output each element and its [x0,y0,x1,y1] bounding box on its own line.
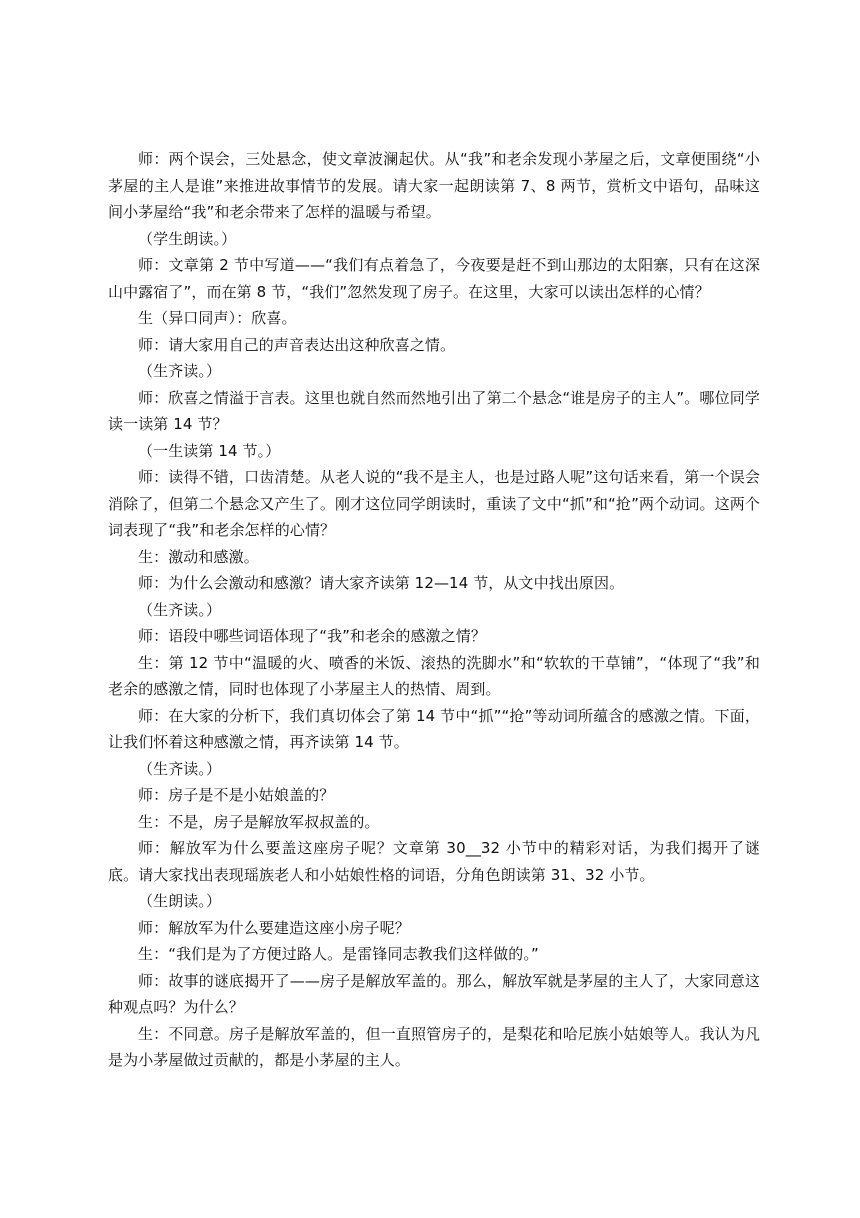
document-page [108,146,760,1074]
paragraph: 师：解放军为什么要建造这座小房子呢？ [138,918,410,937]
paragraph: 师：两个误会，三处悬念，使文章波澜起伏。从“我”和老余发现小茅屋之后，文章便围绕“小茅屋的主人是谁”来推进故事情节的发展。请大家一起朗读第 7、8 两节，赏析文中语句，品味这间小茅屋给“我”和老余带来了怎样的温暖与希望。 [108,150,760,221]
paragraph: 生：“我们是为了方便过路人。是雷锋同志教我们这样做的。” [138,945,539,963]
paragraph: 师：为什么会激动和感激？请大家齐读第 12—14 节，从文中找出原因。 [138,574,625,592]
paragraph: 师：请大家用自己的声音表达出这种欣喜之情。 [138,335,456,354]
paragraph: （生齐读。） [138,362,222,380]
paragraph: 生：激动和感激。 [138,547,259,566]
paragraph: 师：语段中哪些词语体现了“我”和老余的感激之情？ [138,627,486,645]
paragraph: 生：不是，房子是解放军叔叔盖的。 [138,812,380,831]
paragraph: （学生朗读。） [138,229,237,248]
paragraph: 师：读得不错，口齿清楚。从老人说的“我不是主人，也是过路人呢”这句话来看，第一个误会消除了，但第二个悬念又产生了。刚才这位同学朗读时，重读了文中“抓”和“抢”两个动词。这两个词表现了“我”和老余怎样的心情？ [108,468,760,539]
paragraph: 师：房子是不是小姑娘盖的？ [138,786,335,804]
paragraph: 生：不同意。房子是解放军盖的，但一直照管房子的，是梨花和哈尼族小姑娘等人。我认为凡是为小茅屋做过贡献的，都是小茅屋的主人。 [108,1024,760,1069]
paragraph: （生齐读。） [138,600,222,619]
paragraph: 师：欣喜之情溢于言表。这里也就自然而然地引出了第二个悬念“谁是房子的主人”。哪位同学读一读第 14 节？ [108,388,760,433]
paragraph: （一生读第 14 节。） [138,441,281,460]
paragraph: 生（异口同声）：欣喜。 [138,309,297,327]
paragraph: 师：故事的谜底揭开了——房子是解放军盖的。那么，解放军就是茅屋的主人了，大家同意这种观点吗？为什么？ [108,971,760,1016]
paragraph: （生朗读。） [138,892,222,910]
paragraph: 生：第 12 节中“温暖的火、喷香的米饭、滚热的洗脚水”和“软软的干草铺”，“体现了“我”和老余的感激之情，同时也体现了小茅屋主人的热情、周到。 [108,653,760,698]
paragraph: 师：在大家的分析下，我们真切体会了第 14 节中“抓”“抢”等动词所蕴含的感激之情。下面，让我们怀着这种感激之情，再齐读第 14 节。 [108,706,760,751]
paragraph: 师：文章第 2 节中写道——“我们有点着急了，今夜要是赶不到山那边的太阳寨，只有在这深山中露宿了”，而在第 8 节，“我们”忽然发现了房子。在这里，大家可以读出怎样的心情？ [108,256,760,301]
paragraph: 师：解放军为什么要盖这座房子呢？文章第 30__32 小节中的精彩对话，为我们揭开了谜底。请大家找出表现瑶族老人和小姑娘性格的词语，分角色朗读第 31、32 小节。 [108,839,760,884]
paragraph: （生齐读。） [138,759,222,778]
